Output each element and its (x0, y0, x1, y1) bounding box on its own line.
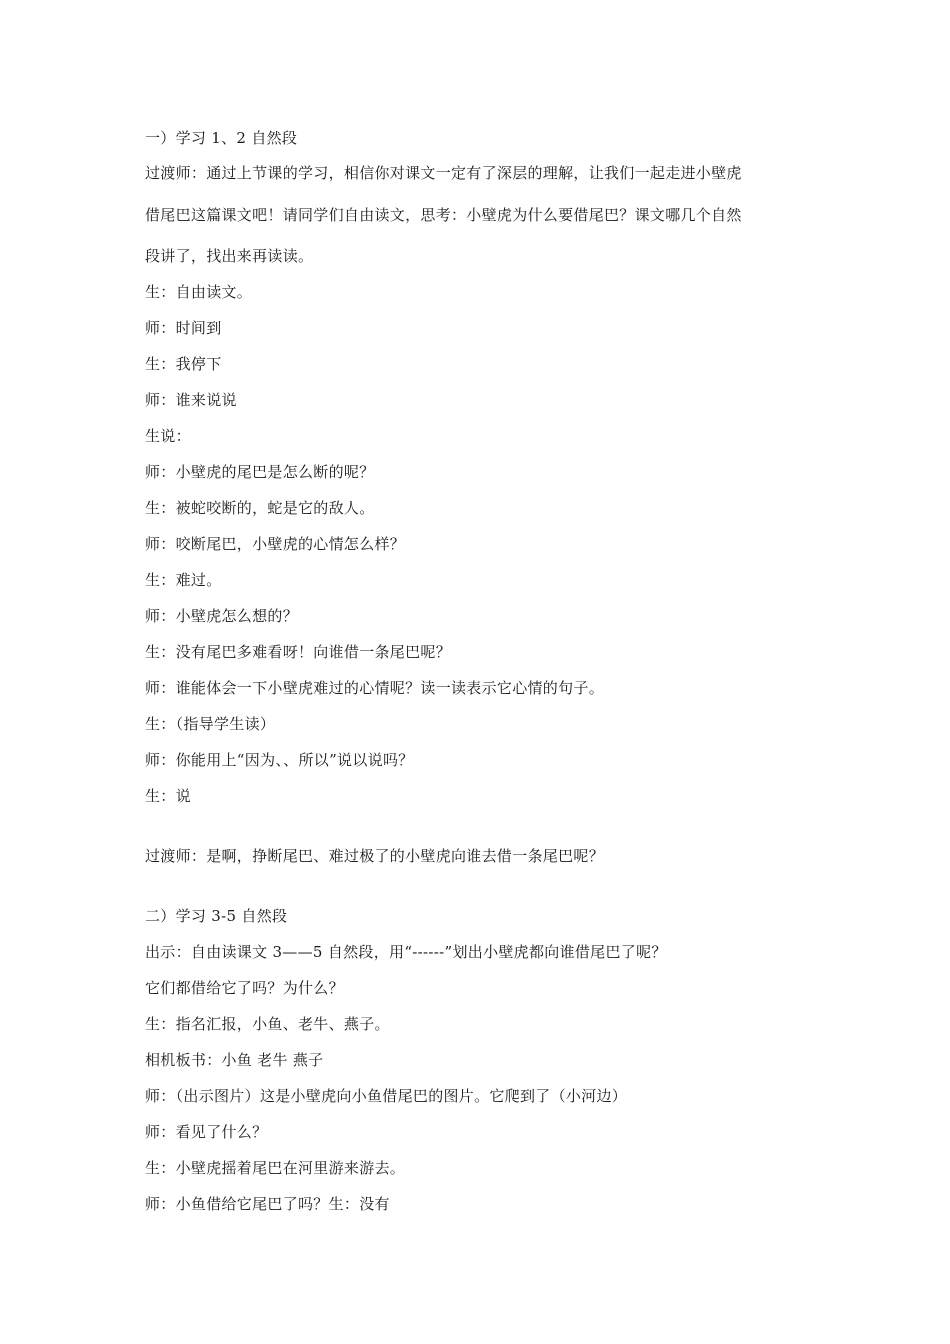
text-line: 出示：自由读课文 3——5 自然段，用“------”划出小壁虎都向谁借尾巴了呢？ (145, 943, 667, 961)
text-line: 它们都借给它了吗？为什么？ (145, 979, 344, 997)
dialogue-line: 生：自由读文。 (145, 283, 253, 301)
dialogue-line: 生：我停下 (145, 355, 222, 373)
dialogue-line: 生：小壁虎摇着尾巴在河里游来游去。 (145, 1159, 406, 1177)
text-line: 借尾巴这篇课文吧！请同学们自由读文，思考：小壁虎为什么要借尾巴？课文哪几个自然 (145, 206, 742, 224)
dialogue-line: 师：咬断尾巴，小壁虎的心情怎么样？ (145, 535, 406, 553)
document-page (145, 0, 825, 1344)
dialogue-line: 师：小壁虎的尾巴是怎么断的呢？ (145, 463, 375, 481)
section-heading-2: 二）学习 3-5 自然段 (145, 907, 288, 925)
section-heading-1: 一）学习 1、2 自然段 (145, 129, 298, 147)
dialogue-line: 生：没有尾巴多难看呀！向谁借一条尾巴呢？ (145, 643, 452, 661)
dialogue-line: 生：被蛇咬断的，蛇是它的敌人。 (145, 499, 375, 517)
dialogue-line: 师：（出示图片）这是小壁虎向小鱼借尾巴的图片。它爬到了（小河边） (145, 1087, 628, 1105)
dialogue-line: 生：说 (145, 787, 191, 805)
dialogue-line: 生：指名汇报，小鱼、老牛、燕子。 (145, 1015, 390, 1033)
dialogue-line: 师：小鱼借给它尾巴了吗？生：没有 (145, 1195, 390, 1213)
dialogue-line: 生：（指导学生读） (145, 715, 276, 733)
text-line: 相机板书：小鱼 老牛 燕子 (145, 1051, 324, 1069)
text-line: 过渡师：通过上节课的学习，相信你对课文一定有了深层的理解，让我们一起走进小壁虎 (145, 164, 742, 182)
dialogue-line: 师：时间到 (145, 319, 222, 337)
text-line: 过渡师：是啊，挣断尾巴、难过极了的小壁虎向谁去借一条尾巴呢？ (145, 847, 605, 865)
dialogue-line: 师：你能用上“因为、、所以”说以说吗？ (145, 751, 414, 769)
dialogue-line: 师：看见了什么？ (145, 1123, 268, 1141)
dialogue-line: 师：谁能体会一下小壁虎难过的心情呢？读一读表示它心情的句子。 (145, 679, 605, 697)
text-line: 段讲了，找出来再读读。 (145, 247, 314, 265)
dialogue-line: 生：难过。 (145, 571, 222, 589)
dialogue-line: 生说： (145, 427, 191, 445)
dialogue-line: 师：谁来说说 (145, 391, 237, 409)
dialogue-line: 师：小壁虎怎么想的？ (145, 607, 299, 625)
